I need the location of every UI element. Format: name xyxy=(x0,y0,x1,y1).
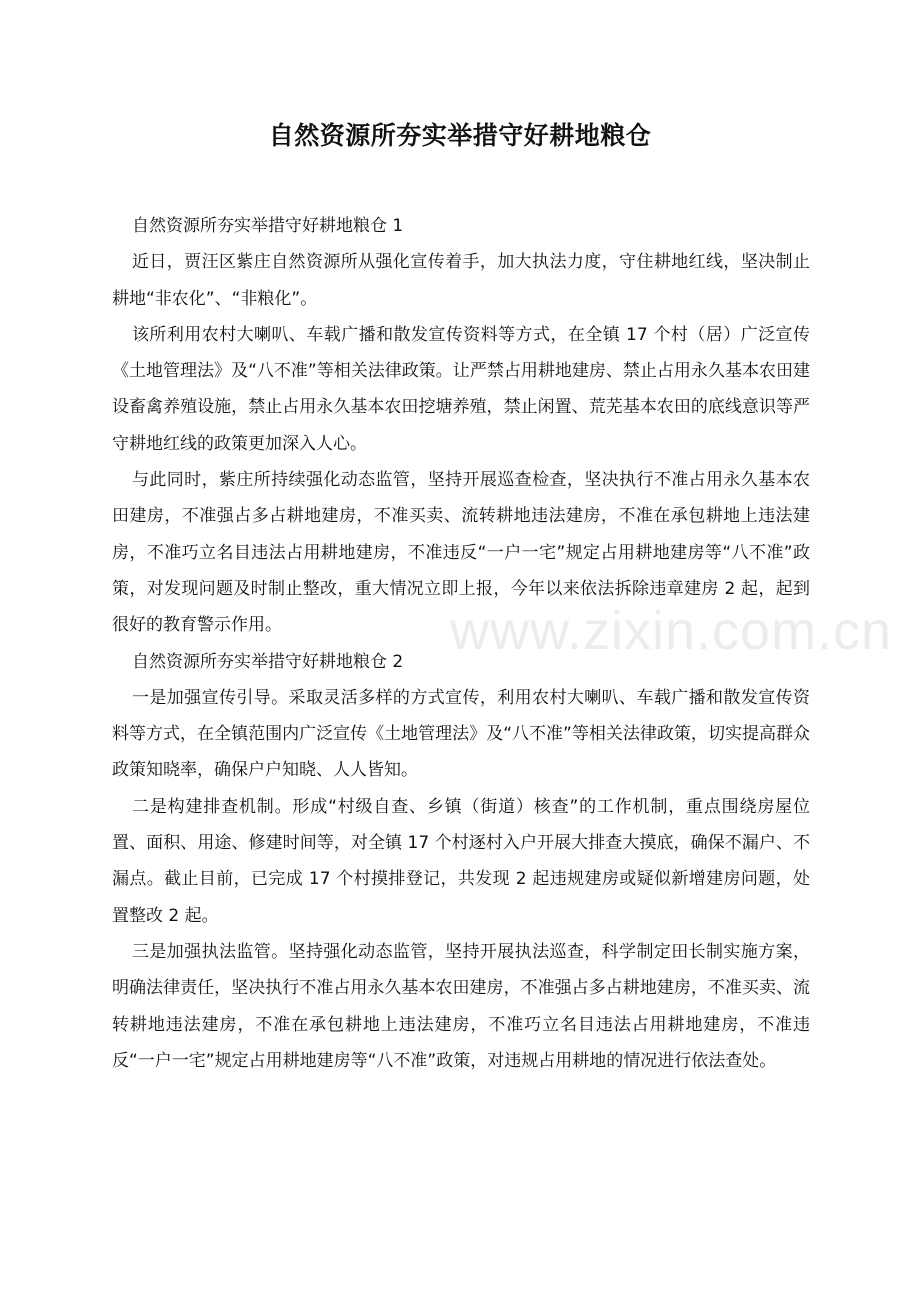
paragraph: 二是构建排查机制。形成“村级自查、乡镇（街道）核查”的工作机制，重点围绕房屋位置、面积、用途、修建时间等，对全镇 17 个村逐村入户开展大排查大摸底，确保不漏户、不漏点。截止目前，已完成 17 个村摸排登记，共发现 2 起违规建房或疑似新增建房问题，处置整改 2 起。 xyxy=(112,796,810,926)
paragraph: 与此同时，紫庄所持续强化动态监管，坚持开展巡查检查，坚决执行不准占用永久基本农田建房，不准强占多占耕地建房，不准买卖、流转耕地违法建房，不准在承包耕地上违法建房，不准巧立名目违法占用耕地建房，不准违反“一户一宅”规定占用耕地建房等“八不准”政策，对发现问题及时制止整改，重大情况立即上报，今年以来依法拆除违章建房 2 起，起到很好的教育警示作用。 xyxy=(112,470,810,636)
watermark: www.zixin.com.cn xyxy=(450,601,893,661)
paragraph: 近日，贾汪区紫庄自然资源所从强化宣传着手，加大执法力度，守住耕地红线，坚决制止耕地“非农化”、“非粮化”。 xyxy=(112,252,810,309)
paragraph: 三是加强执法监管。坚持强化动态监管，坚持开展执法巡查，科学制定田长制实施方案，明确法律责任，坚决执行不准占用永久基本农田建房，不准强占多占耕地建房，不准买卖、流转耕地违法建房，不准在承包耕地上违法建房，不准巧立名目违法占用耕地建房，不准违反“一户一宅”规定占用耕地建房等“八不准”政策，对违规占用耕地的情况进行依法查处。 xyxy=(112,941,810,1071)
section-heading-1: 自然资源所夯实举措守好耕地粮仓 1 xyxy=(132,216,404,236)
document-title: 自然资源所夯实举措守好耕地粮仓 xyxy=(268,121,652,150)
paragraph: 一是加强宣传引导。采取灵活多样的方式宣传，利用农村大喇叭、车载广播和散发宣传资料等方式，在全镇范围内广泛宣传《土地管理法》及“八不准”等相关法律政策，切实提高群众政策知晓率，确保户户知晓、人人皆知。 xyxy=(112,687,810,781)
paragraph: 该所利用农村大喇叭、车载广播和散发宣传资料等方式，在全镇 17 个村（居）广泛宣传《土地管理法》及“八不准”等相关法律政策。让严禁占用耕地建房、禁止占用永久基本农田建设畜禽养殖设施，禁止占用永久基本农田挖塘养殖，禁止闲置、荒芜基本农田的底线意识等严守耕地红线的政策更加深入人心。 xyxy=(112,324,810,454)
section-heading-2: 自然资源所夯实举措守好耕地粮仓 2 xyxy=(132,651,404,672)
